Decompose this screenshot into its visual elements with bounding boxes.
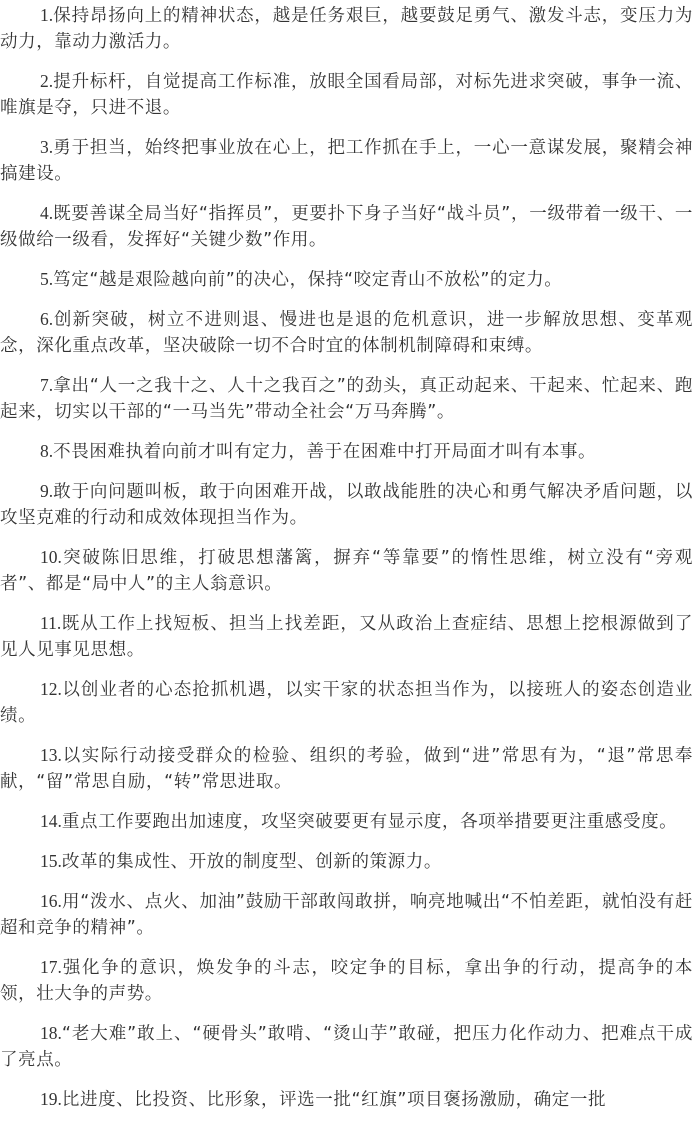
paragraph-number: 9.: [40, 481, 54, 501]
paragraph-number: 19.: [40, 1089, 62, 1109]
paragraph-16: [0, 888, 693, 941]
paragraph-text: 突破陈旧思维，打破思想藩篱，摒弃“等靠要”的惰性思维，树立没有“旁观者”、都是“局中人”的主人翁意识。: [0, 548, 693, 594]
paragraph-2: [0, 68, 693, 121]
paragraph-text: 以创业者的心态抢抓机遇，以实干家的状态担当作为，以接班人的姿态创造业绩。: [0, 680, 693, 726]
paragraph-6: [0, 306, 693, 359]
paragraph-10: [0, 544, 693, 597]
paragraph-text: 以实际行动接受群众的检验、组织的考验，做到“进”常思有为，“退”常思奉献，“留”常思自励，“转”常思进取。: [0, 746, 693, 792]
paragraph-3: [0, 134, 693, 187]
paragraph-17: [0, 954, 693, 1007]
paragraph-14: [0, 808, 693, 835]
paragraph-text: 比进度、比投资、比形象，评选一批“红旗”项目褒扬激励，确定一批: [61, 1090, 607, 1110]
paragraph-18: [0, 1020, 693, 1073]
document-body: [0, 2, 693, 1126]
paragraph-number: 18.: [40, 1023, 62, 1043]
paragraph-number: 16.: [40, 891, 62, 911]
paragraph-text: 保持昂扬向上的精神状态，越是任务艰巨，越要鼓足勇气、激发斗志，变压力为动力，靠动力激活力。: [0, 6, 693, 52]
paragraph-4: [0, 200, 693, 253]
paragraph-number: 1.: [40, 5, 54, 25]
paragraph-number: 15.: [40, 851, 62, 871]
paragraph-number: 13.: [40, 745, 62, 765]
paragraph-text: 提升标杆，自觉提高工作标准，放眼全国看局部，对标先进求突破，事争一流、唯旗是夺，只进不退。: [0, 72, 693, 118]
paragraph-text: 强化争的意识，焕发争的斗志，咬定争的目标，拿出争的行动，提高争的本领，壮大争的声势。: [0, 958, 693, 1004]
paragraph-text: 不畏困难执着向前才叫有定力，善于在困难中打开局面才叫有本事。: [53, 442, 597, 462]
paragraph-text: 重点工作要跑出加速度，攻坚突破要更有显示度，各项举措要更注重感受度。: [61, 812, 678, 832]
paragraph-text: 笃定“越是艰险越向前”的决心，保持“咬定青山不放松”的定力。: [53, 270, 563, 290]
paragraph-15: [0, 848, 693, 875]
paragraph-number: 3.: [40, 137, 54, 157]
paragraph-text: 用“泼水、点火、加油”鼓励干部敢闯敢拼，响亮地喊出“不怕差距，就怕没有赶超和竞争的精神”。: [0, 892, 693, 938]
paragraph-8: [0, 438, 693, 465]
paragraph-19: [0, 1086, 693, 1113]
paragraph-text: 创新突破，树立不进则退、慢进也是退的危机意识，进一步解放思想、变革观念，深化重点改革，坚决破除一切不合时宜的体制机制障碍和束缚。: [0, 310, 693, 356]
paragraph-text: 勇于担当，始终把事业放在心上，把工作抓在手上，一心一意谋发展，聚精会神搞建设。: [0, 138, 693, 184]
paragraph-number: 4.: [40, 203, 54, 223]
paragraph-text: 敢于向问题叫板，敢于向困难开战，以敢战能胜的决心和勇气解决矛盾问题，以攻坚克难的行动和成效体现担当作为。: [0, 482, 693, 528]
paragraph-11: [0, 610, 693, 663]
paragraph-9: [0, 478, 693, 531]
paragraph-text: 既要善谋全局当好“指挥员”，更要扑下身子当好“战斗员”，一级带着一级干、一级做给一级看，发挥好“关键少数”作用。: [0, 204, 693, 250]
paragraph-5: [0, 266, 693, 293]
paragraph-text: 拿出“人一之我十之、人十之我百之”的劲头，真正动起来、干起来、忙起来、跑起来，切实以干部的“一马当先”带动全社会“万马奔腾”。: [0, 376, 693, 422]
paragraph-text: 改革的集成性、开放的制度型、创新的策源力。: [61, 852, 442, 872]
paragraph-number: 7.: [40, 375, 54, 395]
paragraph-text: “老大难”敢上、“硬骨头”敢啃、“烫山芋”敢碰，把压力化作动力、把难点干成了亮点。: [0, 1024, 693, 1070]
paragraph-text: 既从工作上找短板、担当上找差距，又从政治上查症结、思想上挖根源做到了见人见事见思想。: [0, 614, 693, 660]
paragraph-12: [0, 676, 693, 729]
paragraph-13: [0, 742, 693, 795]
paragraph-7: [0, 372, 693, 425]
paragraph-1: [0, 2, 693, 55]
paragraph-number: 11.: [40, 613, 62, 633]
paragraph-number: 17.: [40, 957, 62, 977]
paragraph-number: 12.: [40, 679, 62, 699]
paragraph-number: 6.: [40, 309, 54, 329]
paragraph-number: 5.: [40, 269, 54, 289]
paragraph-number: 14.: [40, 811, 62, 831]
paragraph-number: 2.: [40, 71, 54, 91]
paragraph-number: 8.: [40, 441, 54, 461]
paragraph-number: 10.: [40, 547, 62, 567]
